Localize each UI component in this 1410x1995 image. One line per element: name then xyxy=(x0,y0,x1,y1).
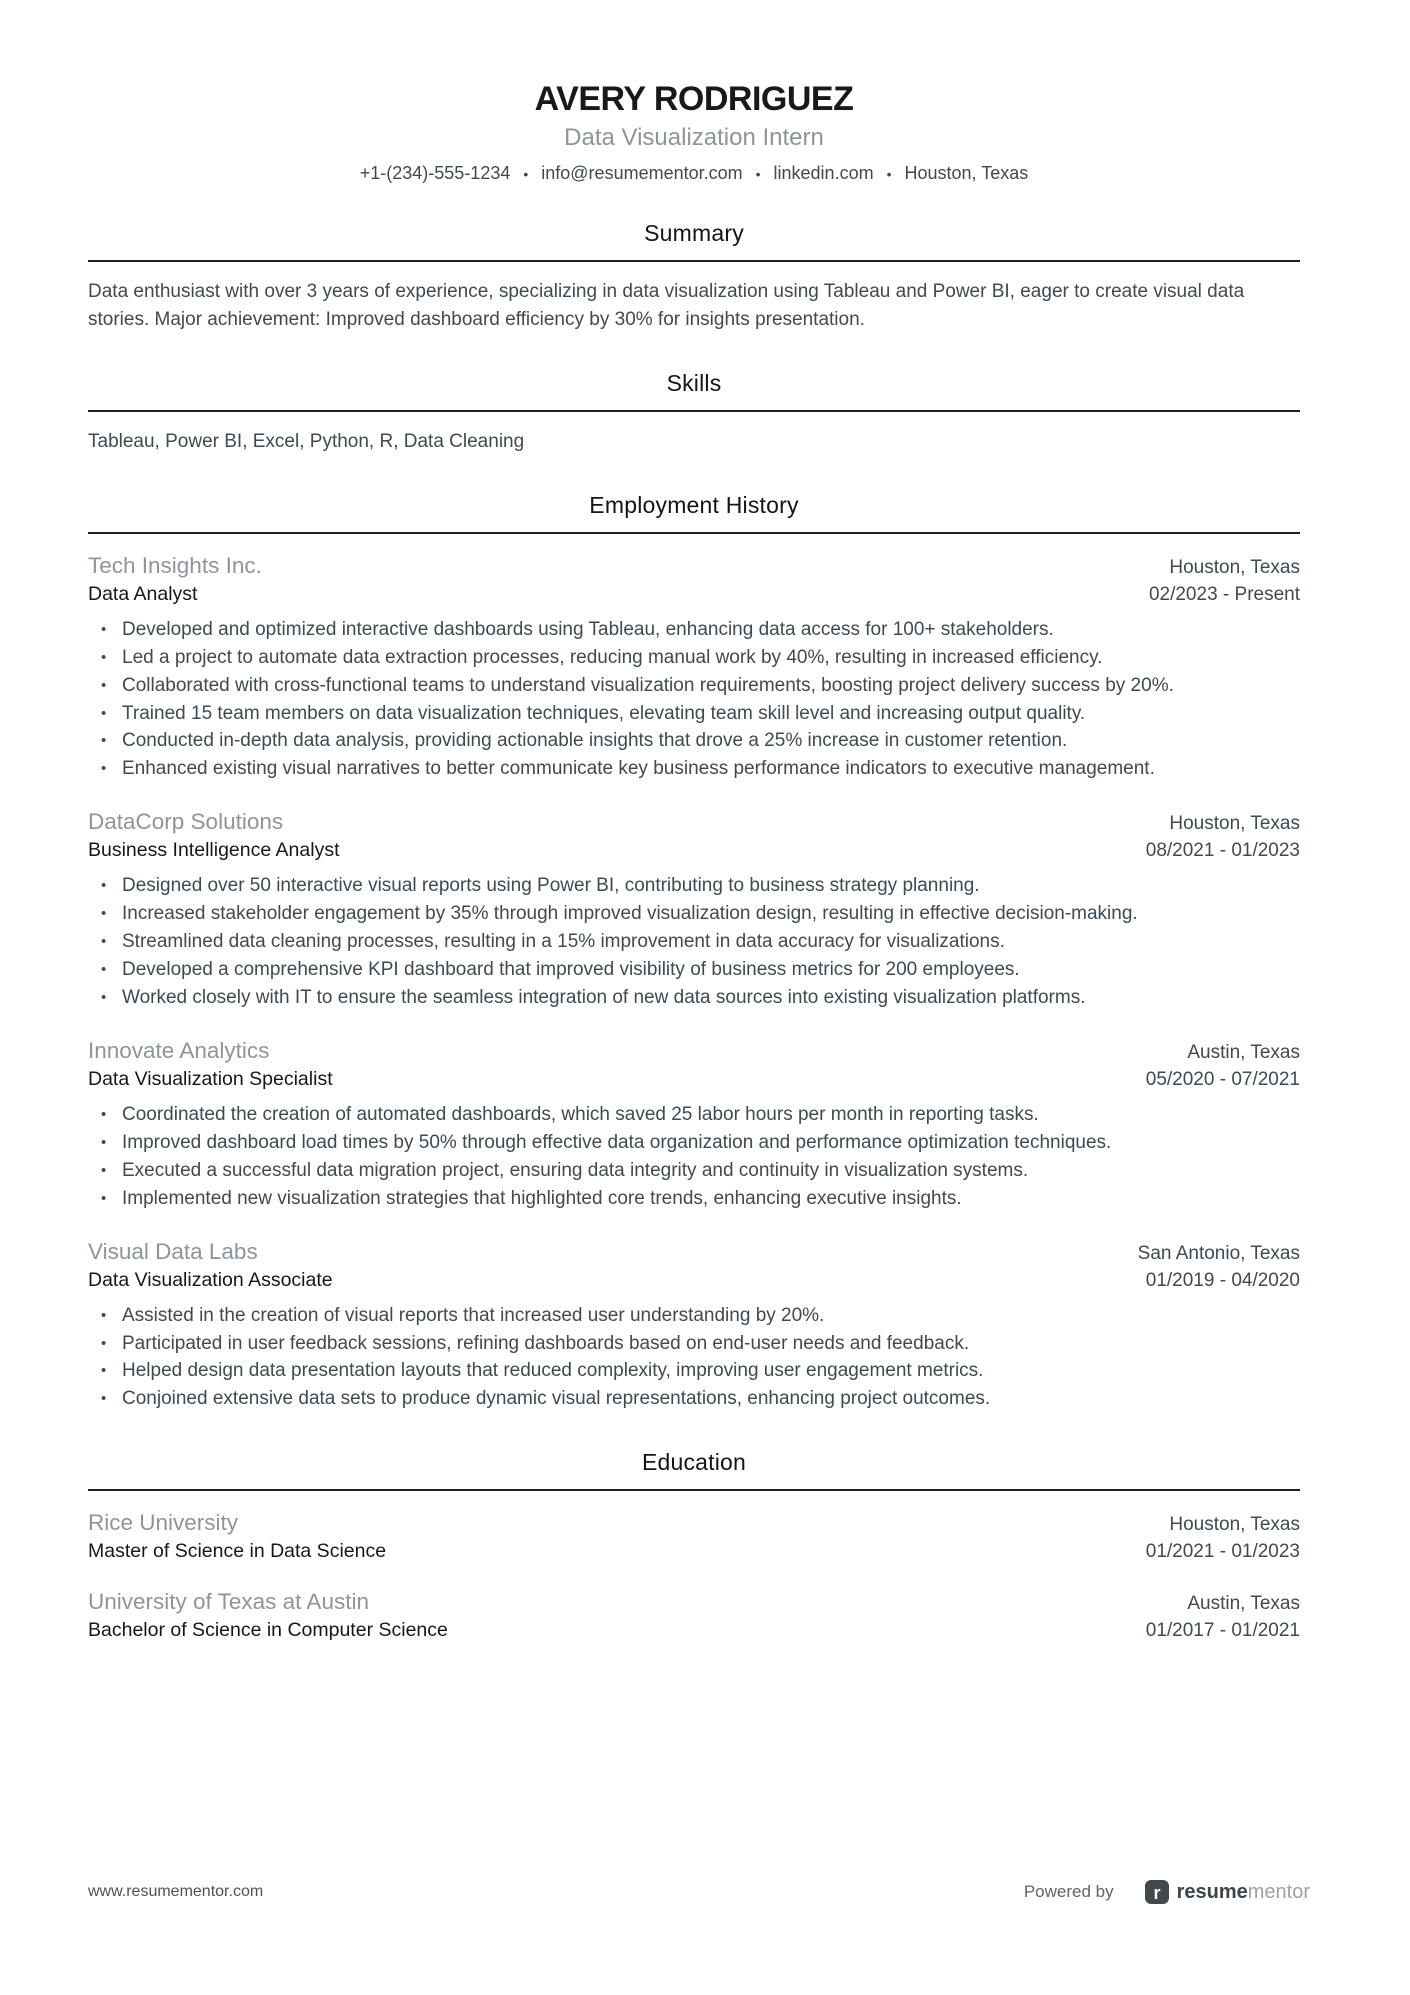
bullet-item: • Assisted in the creation of visual reports that increased user understanding by 20%. xyxy=(88,1302,1300,1330)
school-name: Rice University xyxy=(88,1510,239,1536)
job-bullets xyxy=(88,616,1300,784)
school-name: University of Texas at Austin xyxy=(88,1589,369,1615)
email-link[interactable]: info@resumementor.com xyxy=(541,163,743,183)
bullet-item: • Led a project to automate data extraction processes, reducing manual work by 40%, resulting in increased efficiency. xyxy=(88,644,1300,672)
brand-text: resumementor xyxy=(1176,1880,1310,1903)
bullet-icon: • xyxy=(101,676,107,694)
bullet-item: • Implemented new visualization strategies that highlighted core trends, enhancing executive insights. xyxy=(88,1185,1300,1213)
job-role: Data Visualization Associate xyxy=(88,1268,333,1291)
school-location: Houston, Texas xyxy=(1169,1514,1300,1536)
bullet-icon: • xyxy=(101,732,107,750)
degree-name: Bachelor of Science in Computer Science xyxy=(88,1619,448,1642)
bullet-icon: • xyxy=(101,877,107,895)
contact-line xyxy=(88,163,1300,184)
bullet-icon: • xyxy=(101,704,107,722)
bullet-icon: • xyxy=(101,1390,107,1408)
bullet-item: • Enhanced existing visual narratives to better communicate key business performance indicators to executive management. xyxy=(88,755,1300,783)
job-entry xyxy=(88,1038,1300,1213)
employment-heading: Employment History xyxy=(589,491,799,518)
bullet-icon: • xyxy=(101,1105,107,1123)
job-dates: 05/2020 - 07/2021 xyxy=(1145,1068,1300,1090)
job-dates: 02/2023 - Present xyxy=(1148,583,1300,605)
job-bullets xyxy=(88,1302,1300,1414)
section-employment xyxy=(88,492,1300,1414)
degree-name: Master of Science in Data Science xyxy=(88,1540,387,1563)
powered-by xyxy=(1024,1879,1310,1905)
bullet-icon: • xyxy=(101,1189,107,1207)
bullet-item: • Trained 15 team members on data visualization techniques, elevating team skill level and increasing output quality. xyxy=(88,700,1300,728)
candidate-title: Data Visualization Intern xyxy=(564,124,824,151)
job-role: Data Visualization Specialist xyxy=(88,1067,333,1090)
job-location: Houston, Texas xyxy=(1169,556,1300,578)
dot-separator: • xyxy=(886,165,892,182)
school-dates: 01/2017 - 01/2021 xyxy=(1145,1620,1300,1642)
section-divider xyxy=(88,532,1300,534)
company-name: Innovate Analytics xyxy=(88,1037,270,1063)
bullet-icon: • xyxy=(101,1306,107,1324)
job-role: Business Intelligence Analyst xyxy=(88,839,340,862)
bullet-item: • Conjoined extensive data sets to produce dynamic visual representations, enhancing project outcomes. xyxy=(88,1385,1300,1413)
job-bullets xyxy=(88,1101,1300,1213)
job-dates: 01/2019 - 04/2020 xyxy=(1145,1269,1300,1291)
bullet-item: • Worked closely with IT to ensure the seamless integration of new data sources into existing visualization platforms. xyxy=(88,984,1300,1012)
bullet-icon: • xyxy=(101,760,107,778)
linkedin-link[interactable]: linkedin.com xyxy=(773,163,874,183)
bullet-item: • Participated in user feedback sessions, refining dashboards based on end-user needs and feedback. xyxy=(88,1330,1300,1358)
section-education xyxy=(88,1449,1300,1642)
job-entry xyxy=(88,553,1300,784)
education-heading: Education xyxy=(641,1449,747,1476)
bullet-item: • Conducted in-depth data analysis, providing actionable insights that drove a 25% increase in customer retention. xyxy=(88,727,1300,755)
job-location: San Antonio, Texas xyxy=(1137,1242,1300,1264)
education-entry xyxy=(88,1510,1300,1563)
bullet-icon: • xyxy=(101,933,107,951)
bullet-item: • Collaborated with cross-functional teams to understand visualization requirements, boosting project delivery success by 20%. xyxy=(88,672,1300,700)
section-divider xyxy=(88,260,1300,262)
skills-heading: Skills xyxy=(666,369,722,396)
company-name: DataCorp Solutions xyxy=(88,809,284,835)
bullet-icon: • xyxy=(101,648,107,666)
bullet-icon: • xyxy=(101,620,107,638)
candidate-name: AVERY RODRIGUEZ xyxy=(534,80,854,118)
bullet-item: • Developed a comprehensive KPI dashboard that improved visibility of business metrics for 200 employees. xyxy=(88,956,1300,984)
bullet-item: • Coordinated the creation of automated dashboards, which saved 25 labor hours per month in reporting tasks. xyxy=(88,1101,1300,1129)
resume-header xyxy=(88,80,1300,184)
bullet-icon: • xyxy=(101,988,107,1006)
education-entry xyxy=(88,1589,1300,1642)
candidate-location: Houston, Texas xyxy=(904,163,1029,183)
page-footer xyxy=(88,1879,1310,1905)
bullet-icon: • xyxy=(101,1161,107,1179)
bullet-item: • Executed a successful data migration project, ensuring data integrity and continuity in visualization systems. xyxy=(88,1157,1300,1185)
job-entry xyxy=(88,1239,1300,1414)
bullet-icon: • xyxy=(101,1362,107,1380)
school-location: Austin, Texas xyxy=(1187,1593,1300,1615)
resumementor-brand xyxy=(1144,1879,1310,1905)
bullet-item: • Improved dashboard load times by 50% through effective data organization and performance optimization techniques. xyxy=(88,1129,1300,1157)
powered-by-label: Powered by xyxy=(1023,1882,1114,1901)
job-role: Data Analyst xyxy=(88,582,198,605)
phone-number: +1-(234)-555-1234 xyxy=(359,163,511,183)
job-location: Austin, Texas xyxy=(1187,1041,1300,1063)
section-skills xyxy=(88,370,1300,456)
summary-text: Data enthusiast with over 3 years of experience, specializing in data visualization using Tableau and Power BI, eager to create visual data stories. Major achievement: Improved dashboard efficiency by 30% for insights presentation. xyxy=(88,281,1245,330)
bullet-item: • Increased stakeholder engagement by 35% through improved visualization design, resulting in effective decision-making. xyxy=(88,900,1300,928)
company-name: Tech Insights Inc. xyxy=(88,552,262,578)
school-dates: 01/2021 - 01/2023 xyxy=(1145,1541,1300,1563)
svg-text:r: r xyxy=(1153,1883,1161,1903)
dot-separator: • xyxy=(523,165,529,182)
bullet-item: • Streamlined data cleaning processes, resulting in a 15% improvement in data accuracy for visualizations. xyxy=(88,928,1300,956)
section-summary xyxy=(88,220,1300,334)
bullet-item: • Designed over 50 interactive visual reports using Power BI, contributing to business strategy planning. xyxy=(88,872,1300,900)
job-dates: 08/2021 - 01/2023 xyxy=(1145,840,1300,862)
bullet-item: • Developed and optimized interactive dashboards using Tableau, enhancing data access for 100+ stakeholders. xyxy=(88,616,1300,644)
bullet-icon: • xyxy=(101,1334,107,1352)
section-divider xyxy=(88,410,1300,412)
summary-heading: Summary xyxy=(644,220,744,246)
company-name: Visual Data Labs xyxy=(88,1238,258,1264)
bullet-icon: • xyxy=(101,905,107,923)
skills-text: Tableau, Power BI, Excel, Python, R, Data Cleaning xyxy=(88,430,525,452)
resumementor-logo-icon xyxy=(1144,1879,1170,1905)
job-entry xyxy=(88,809,1300,1012)
dot-separator: • xyxy=(755,165,761,182)
bullet-item: • Helped design data presentation layouts that reduced complexity, improving user engagement metrics. xyxy=(88,1357,1300,1385)
job-bullets xyxy=(88,872,1300,1012)
website-link[interactable]: www.resumementor.com xyxy=(88,1883,264,1900)
job-location: Houston, Texas xyxy=(1169,813,1300,835)
bullet-icon: • xyxy=(101,1133,107,1151)
section-divider xyxy=(88,1489,1300,1491)
bullet-icon: • xyxy=(101,961,107,979)
